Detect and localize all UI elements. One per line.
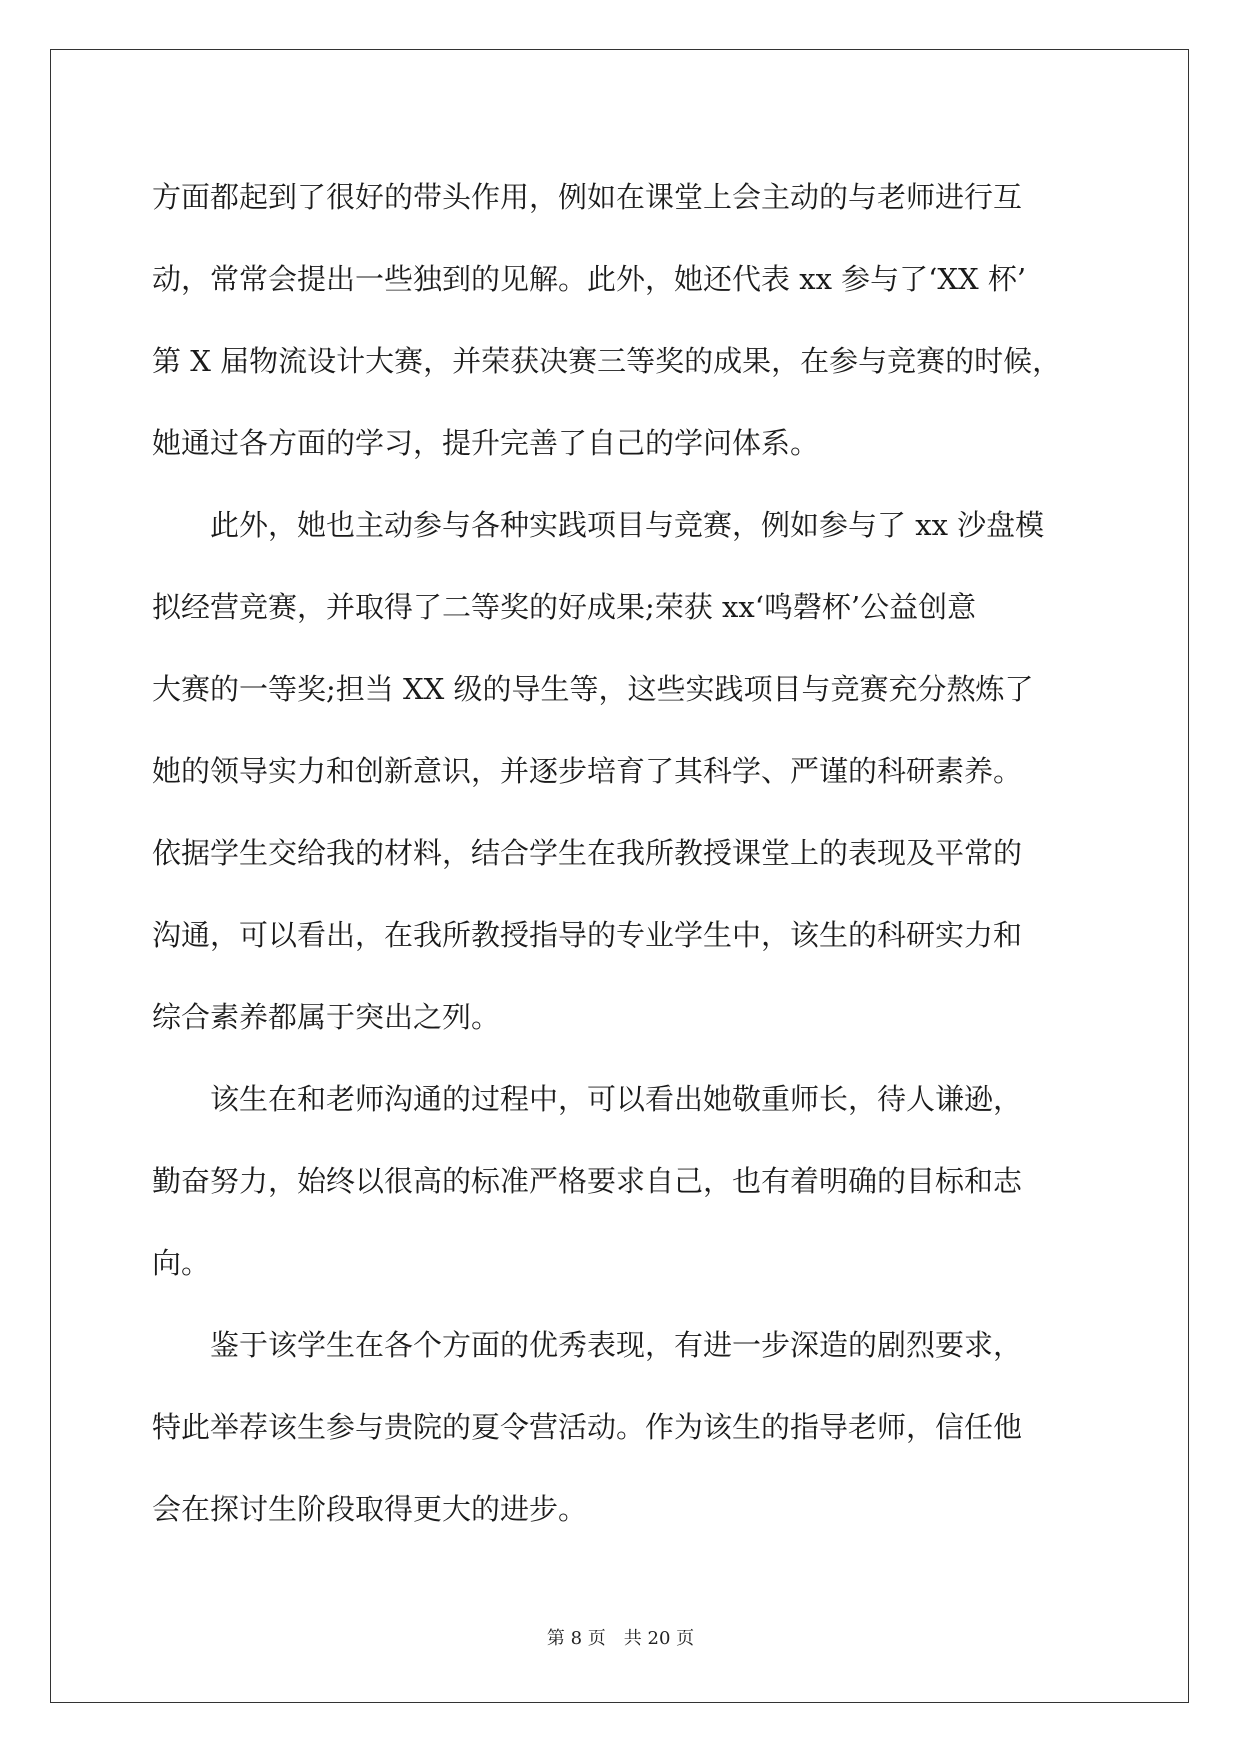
text-line: 依据学生交给我的材料，结合学生在我所教授课堂上的表现及平常的 — [152, 836, 1023, 870]
text-line: 拟经营竞赛，并取得了二等奖的好成果;荣获 xx‘鸣磬杯’公益创意 — [152, 590, 977, 624]
text-line: 她通过各方面的学习，提升完善了自己的学问体系。 — [152, 426, 820, 460]
text-line: 她的领导实力和创新意识，并逐步培育了其科学、严谨的科研素养。 — [152, 754, 1023, 788]
text-line: 大赛的一等奖;担当 XX 级的导生等，这些实践项目与竞赛充分熬炼了 — [152, 672, 1034, 706]
page-number-footer: 第 8 页 共 20 页 — [546, 1628, 695, 1649]
text-line: 向。 — [152, 1246, 211, 1280]
text-line: 方面都起到了很好的带头作用，例如在课堂上会主动的与老师进行互 — [152, 180, 1023, 214]
text-line: 沟通，可以看出，在我所教授指导的专业学生中，该生的科研实力和 — [152, 918, 1023, 952]
text-line: 该生在和老师沟通的过程中，可以看出她敬重师长，待人谦逊， — [152, 1082, 1023, 1116]
text-line: 会在探讨生阶段取得更大的进步。 — [152, 1492, 588, 1526]
text-line: 勤奋努力，始终以很高的标准严格要求自己，也有着明确的目标和志 — [152, 1164, 1023, 1198]
text-line: 第 X 届物流设计大赛，并荣获决赛三等奖的成果，在参与竞赛的时候， — [152, 344, 1062, 378]
text-line: 此外，她也主动参与各种实践项目与竞赛，例如参与了 xx 沙盘模 — [152, 508, 1045, 542]
text-line: 鉴于该学生在各个方面的优秀表现，有进一步深造的剧烈要求， — [152, 1328, 1023, 1362]
text-line: 综合素养都属于突出之列。 — [152, 1000, 501, 1034]
document-body — [152, 156, 1092, 1550]
text-line: 动，常常会提出一些独到的见解。此外，她还代表 xx 参与了‘XX 杯’ — [152, 262, 1027, 296]
text-line: 特此举荐该生参与贵院的夏令营活动。作为该生的指导老师，信任他 — [152, 1410, 1023, 1444]
